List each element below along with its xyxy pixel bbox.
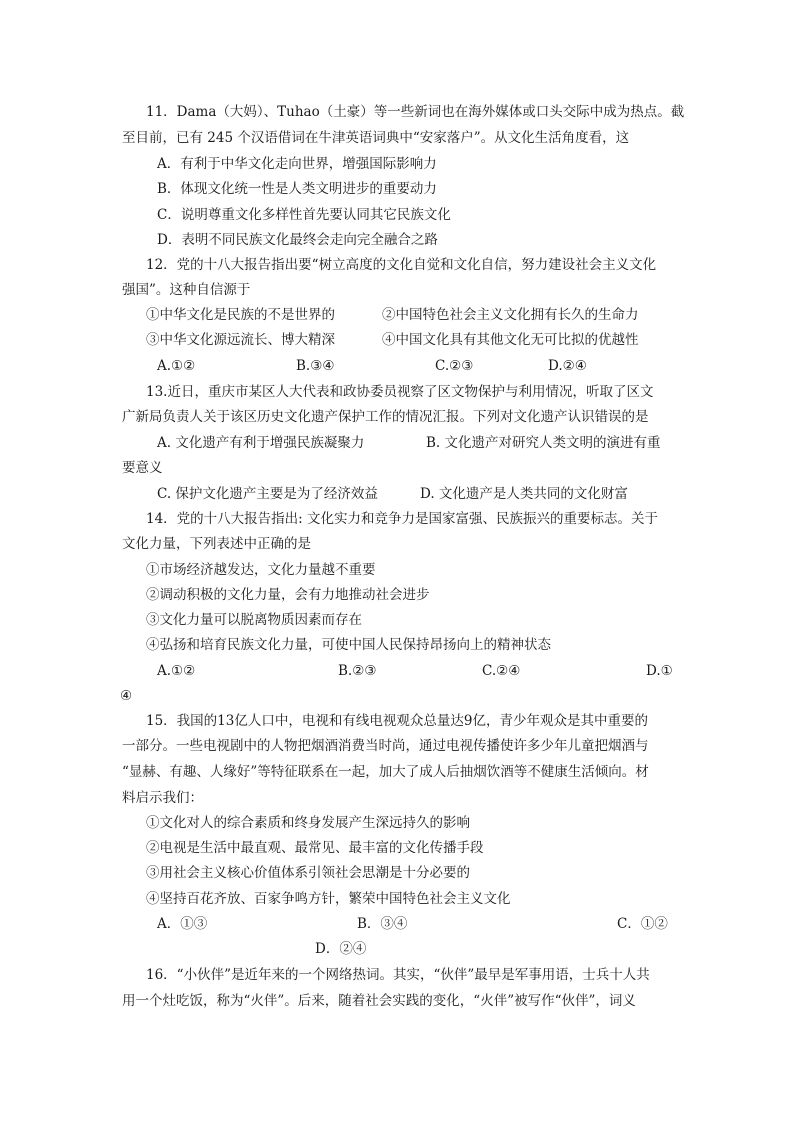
q15-stem-line-3: “显赫、有趣、人缘好”等特征联系在一起，加大了成人后抽烟饮酒等不健康生活倾向。材 [122, 764, 649, 780]
q12-option-a: A.①② [157, 358, 196, 374]
q12-item-2: ②中国特色社会主义文化拥有长久的生命力 [382, 307, 639, 323]
q14-item-1: ①市场经济越发达，文化力量越不重要 [146, 562, 376, 578]
q15-item-3: ③用社会主义核心价值体系引领社会思潮是十分必要的 [146, 865, 470, 881]
q15-option-b: B．③④ [357, 916, 408, 932]
q14-option-a: A.①② [157, 663, 196, 679]
q12-option-d: D.②④ [548, 358, 587, 374]
q15-item-4: ④坚持百花齐放、百家争鸣方针，繁荣中国特色社会主义文化 [146, 891, 511, 907]
q13-option-c: C. 保护文化遗产主要是为了经济效益 [157, 486, 378, 502]
q15-stem-line-2: 一部分。一些电视剧中的人物把烟酒消费当时尚，通过电视传播使许多少年儿童把烟酒与 [122, 738, 649, 754]
q15-stem-line-4: 料启示我们： [122, 790, 203, 806]
q11-option-a: A．有利于中华文化走向世界，增强国际影响力 [157, 156, 437, 172]
q15-item-1: ①文化对人的综合素质和终身发展产生深远持久的影响 [146, 815, 470, 831]
q13-option-b-continued: 要意义 [122, 460, 163, 476]
q11-option-d: D．表明不同民族文化最终会走向完全融合之路 [157, 232, 438, 248]
q13-stem-line-2: 广新局负责人关于该区历史文化遗产保护工作的情况汇报。下列对文化遗产认识错误的是 [122, 409, 649, 425]
q12-item-4: ④中国文化具有其他文化无可比拟的优越性 [382, 332, 639, 348]
q14-item-3: ③文化力量可以脱离物质因素而存在 [146, 612, 362, 628]
q11-stem-line-1: 11．Dama（大妈）、Tuhao（土豪）等一些新词也在海外媒体或口头交际中成为热点。截 [146, 104, 685, 120]
q16-stem-line-2: 用一个灶吃饭，称为“火伴”。后来，随着社会实践的变化，“火伴”被写作“伙伴”，词义 [122, 993, 636, 1009]
q12-stem-line-1: 12．党的十八大报告指出要“树立高度的文化自觉和文化自信，努力建设社会主义文化 [146, 257, 657, 273]
q15-option-a: A．①③ [157, 916, 208, 932]
q12-stem-line-2: 强国”。这种自信源于 [122, 282, 251, 298]
q15-option-d: D．②④ [315, 941, 367, 957]
q16-stem-line-1: 16．“小伙伴”是近年来的一个网络热词。其实，“伙伴”最早是军事用语，士兵十人共 [146, 967, 650, 983]
q14-stem-line-1: 14．党的十八大报告指出: 文化实力和竞争力是国家富强、民族振兴的重要标志。关于 [146, 511, 659, 527]
q12-item-1: ①中华文化是民族的不是世界的 [146, 307, 335, 323]
q15-item-2: ②电视是生活中最直观、最常见、最丰富的文化传播手段 [146, 840, 484, 856]
q14-stem-line-2: 文化力量，下列表述中正确的是 [122, 536, 311, 552]
q14-item-4: ④弘扬和培育民族文化力量，可使中国人民保持昂扬向上的精神状态 [146, 637, 551, 653]
q14-option-b: B.②③ [338, 663, 377, 679]
q15-stem-line-1: 15．我国的13亿人口中，电视和有线电视观众总量达9亿，青少年观众是其中重要的 [146, 713, 648, 729]
q12-item-3: ③中华文化源远流长、博大精深 [146, 332, 335, 348]
q13-option-d: D. 文化遗产是人类共同的文化财富 [420, 486, 628, 502]
q13-stem-line-1: 13.近日，重庆市某区人大代表和政协委员视察了区文物保护与利用情况，听取了区文 [146, 384, 654, 400]
q13-option-b: B. 文化遗产对研究人类文明的演进有重 [426, 435, 661, 451]
q12-option-b: B.③④ [296, 358, 335, 374]
q11-option-c: C．说明尊重文化多样性首先要认同其它民族文化 [157, 207, 451, 223]
q11-option-b: B．体现文化统一性是人类文明进步的重要动力 [157, 181, 437, 197]
q14-option-c: C.②④ [482, 663, 521, 679]
q14-item-2: ②调动积极的文化力量，会有力地推动社会进步 [146, 587, 430, 603]
q15-option-c: C．①② [617, 916, 668, 932]
q14-option-d: D.① [646, 663, 673, 679]
q11-stem-line-2: 至目前，已有 245 个汉语借词在牛津英语词典中“安家落户”。从文化生活角度看，这 [122, 130, 630, 146]
q14-option-d-continued: ④ [120, 688, 133, 704]
q13-option-a: A. 文化遗产有利于增强民族凝聚力 [157, 435, 365, 451]
q12-option-c: C.②③ [435, 358, 474, 374]
